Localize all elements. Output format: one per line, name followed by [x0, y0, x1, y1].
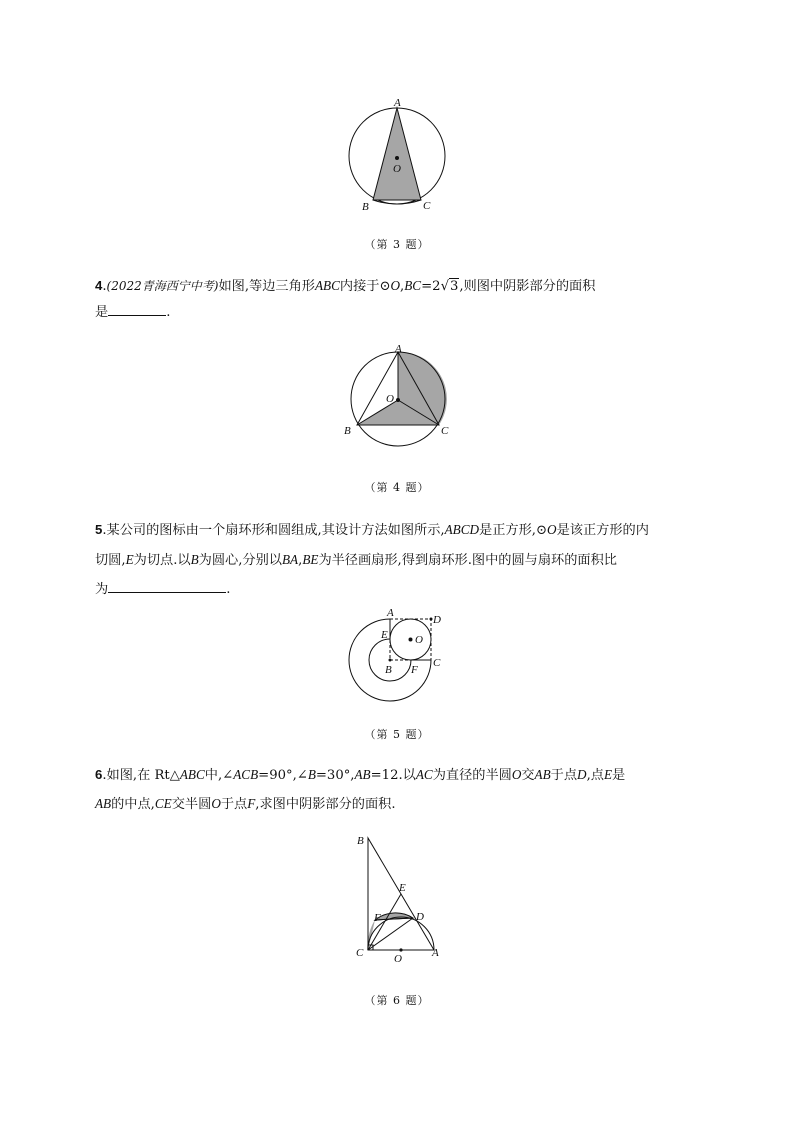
question-6 [95, 761, 705, 819]
figure-3 [340, 92, 460, 222]
q4-answer-blank[interactable] [108, 301, 166, 316]
q6-text-13: 于点 [220, 797, 248, 812]
fig6-label-f: F [374, 912, 381, 924]
q6-var-f: F [247, 796, 256, 811]
fig6-center-dot [399, 948, 402, 951]
q5-text-2: 是正方形,⊙ [479, 523, 548, 538]
question-5 [95, 515, 705, 604]
q4-text-3: , [400, 279, 405, 294]
fig5-label-a: A [387, 607, 394, 619]
q6-var-ab-2: AB [534, 767, 551, 782]
q6-var-ce: CE [154, 796, 172, 811]
q5-var-ba: BA [281, 552, 299, 567]
fig6-label-e: E [399, 882, 406, 894]
q6-var-ab-3: AB [95, 796, 112, 811]
q6-var-ac: AC [415, 767, 433, 782]
q4-var-bc: BC [404, 278, 422, 293]
figure-6 [350, 830, 450, 970]
q4-text-4: =2 [421, 279, 441, 294]
fig3-caption: （第 3 题） [364, 238, 430, 251]
q5-text-7: , [298, 553, 303, 568]
fig6-label-o: O [394, 953, 402, 965]
fig5-label-f: F [411, 664, 418, 676]
fig5-caption: （第 5 题） [364, 728, 430, 741]
fig5-label-d: D [433, 614, 441, 626]
q4-text-1: 如图,等边三角形 [218, 279, 315, 294]
fig4-center-dot [396, 398, 400, 402]
q5-var-o: O [547, 522, 557, 537]
fig5-label-e: E [381, 629, 388, 641]
fig4-label-a: A [395, 343, 402, 355]
q6-text-9: ,点 [586, 768, 604, 783]
q5-text-8: 为半径画扇形,得到扇环形.图中的圆与扇环的面积比 [318, 553, 617, 568]
fig3-shaded-triangle [373, 108, 421, 200]
q6-text-12: 交半圆 [171, 797, 212, 812]
figure-4 [340, 342, 460, 442]
q6-text-3: =90°,∠ [258, 768, 308, 783]
q6-var-abc: ABC [179, 767, 205, 782]
q6-text-14: ,求图中阴影部分的面积. [255, 797, 396, 812]
q6-var-acb: ACB [233, 767, 259, 782]
fig6-segment-ce [368, 894, 401, 950]
fig3-label-a: A [394, 97, 401, 109]
fig5-label-o: O [415, 634, 423, 646]
figure-4-diagram [340, 342, 460, 442]
q4-source: (2022青海西宁中考) [106, 279, 219, 293]
q4-text-5: ,则图中阴影部分的面积 [459, 279, 596, 294]
q4-dot: . [102, 279, 107, 294]
fig6-label-c: C [356, 947, 364, 959]
q5-text-1: .某公司的图标由一个扇环形和圆组成,其设计方法如图所示, [102, 523, 445, 538]
q5-var-be: BE [302, 552, 319, 567]
q4-sqrt: √3 [440, 279, 459, 294]
fig6-label-a: A [432, 947, 439, 959]
q5-text-9: 为 [95, 582, 109, 597]
q6-text-1: .如图,在 Rt△ [102, 768, 180, 783]
q5-text-6: 为圆心,分别以 [198, 553, 282, 568]
q5-number: 5 [95, 522, 103, 537]
q4-number: 4 [95, 278, 103, 293]
figure-5-diagram [340, 606, 460, 706]
fig4-label-o: O [386, 393, 394, 405]
q6-var-b: B [307, 767, 316, 782]
q4-text-7: . [166, 305, 171, 320]
q6-text-11: 的中点, [111, 797, 155, 812]
fig4-caption: （第 4 题） [364, 481, 430, 494]
q6-text-7: 交 [521, 768, 535, 783]
q6-number: 6 [95, 767, 103, 782]
q6-var-o-2: O [211, 796, 221, 811]
q6-text-2: 中,∠ [204, 768, 234, 783]
figure-3-diagram [340, 92, 460, 222]
fig5-label-c: C [433, 657, 441, 669]
q6-var-o: O [511, 767, 522, 782]
fig3-label-c: C [423, 200, 431, 212]
figure-5 [340, 606, 460, 706]
fig5-center-dot [409, 638, 413, 642]
q4-text-2: 内接于⊙ [339, 279, 391, 294]
fig4-label-c: C [441, 425, 449, 437]
fig6-label-b: B [357, 835, 364, 847]
q6-text-8: 于点 [550, 768, 578, 783]
fig3-label-b: B [362, 201, 369, 213]
q5-var-e: E [125, 552, 134, 567]
fig6-caption: （第 6 题） [364, 994, 430, 1007]
q4-sqrt-radicand: 3 [449, 279, 459, 294]
question-4 [95, 273, 705, 326]
fig3-label-o: O [393, 163, 401, 175]
fig5-point-b [389, 659, 392, 662]
q6-var-ab: AB [354, 767, 371, 782]
figure-6-diagram [350, 830, 450, 970]
q5-text-10: . [226, 582, 231, 597]
q5-text-5: 为切点.以 [133, 553, 191, 568]
q6-text-6: 为直径的半圆 [432, 768, 512, 783]
q5-var-b: B [190, 552, 199, 567]
q4-text-6: 是 [95, 305, 109, 320]
fig6-label-d: D [416, 911, 424, 923]
fig4-label-b: B [344, 425, 351, 437]
q6-var-d: D [577, 767, 587, 782]
q5-var-abcd: ABCD [444, 522, 480, 537]
q6-text-10: 是 [612, 768, 626, 783]
q4-var-o: O [390, 278, 401, 293]
q5-answer-blank[interactable] [108, 578, 226, 593]
q6-var-e: E [603, 767, 613, 782]
fig3-center-dot [395, 156, 399, 160]
q4-var-abc: ABC [314, 278, 340, 293]
q6-text-4: =30°, [315, 768, 355, 783]
fig5-label-b: B [385, 664, 392, 676]
q6-text-5: =12.以 [370, 768, 416, 783]
q5-text-4: 切圆, [95, 553, 126, 568]
q5-text-3: 是该正方形的内 [556, 523, 649, 538]
